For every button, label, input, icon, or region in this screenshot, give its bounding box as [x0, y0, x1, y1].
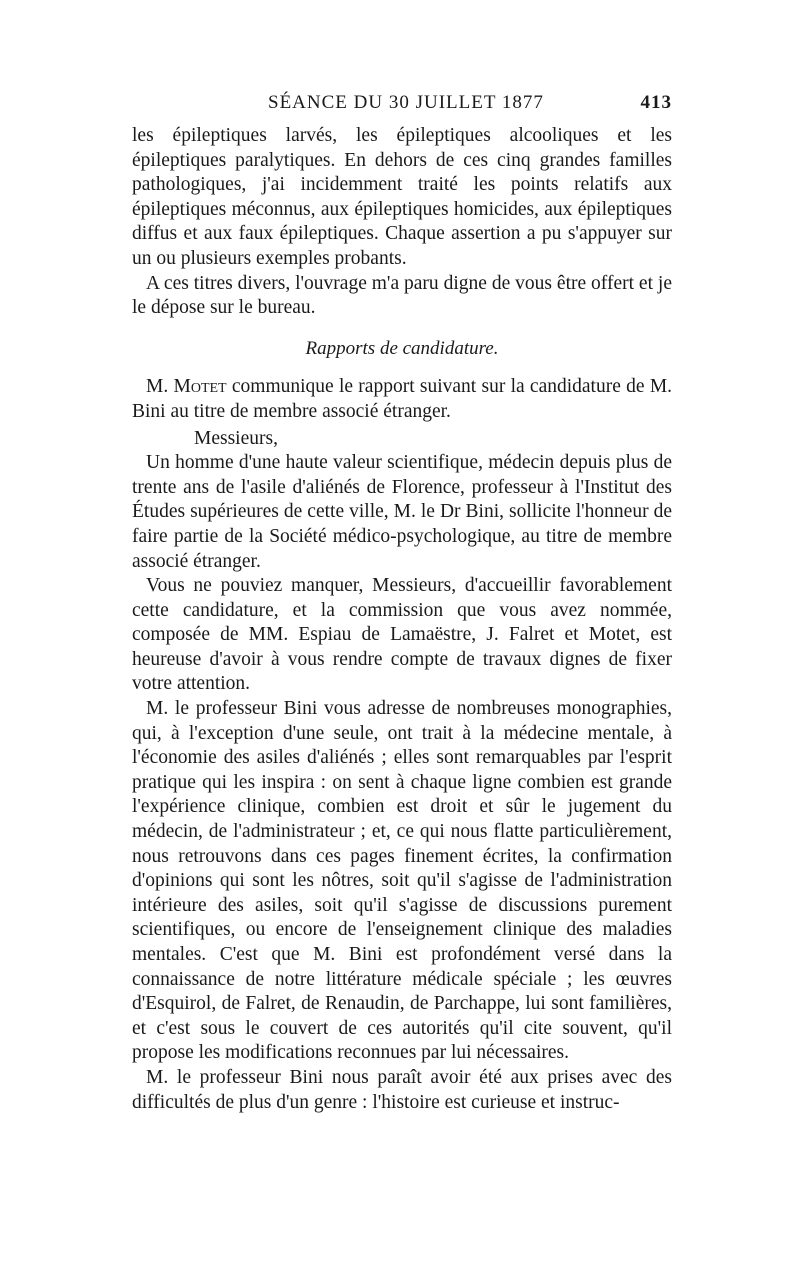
- paragraph-ouvrage: A ces titres divers, l'ouvrage m'a paru digne de vous être offert et je le dépose sur le bureau.: [132, 272, 672, 319]
- paragraph-commission: Vous ne pouviez manquer, Messieurs, d'accueillir favorablement cette candidature, et la commission que vous avez nommée, composée de MM. Espiau de Lamaëstre, J. Falret et Motet, est heureuse d'avoir à vous rendre compte de travaux dignes de fixer votre attention.: [132, 575, 672, 695]
- paragraph-monographies: M. le professeur Bini vous adresse de nombreuses monographies, qui, à l'exception d'une seule, ont trait à la médecine mentale, à l'économie des asiles d'aliénés ; elles sont remarquables par l'esprit pratique qui les inspira : on sent à chaque ligne combien est grande l'expérience clinique, combien est droit et sûr le jugement du médecin, de l'administrateur ; et, ce qui nous flatte particulièrement, nous retrouvons dans ces pages finement écrites, la confirmation d'opinions qui sont les nôtres, soit qu'il s'agisse de l'administration intérieure des asiles, soit qu'il s'agisse de discussions purement scientifiques, ou encore de l'enseignement clinique des maladies mentales. C'est que M. Bini est profondément versé dans la connaissance de notre littérature médicale spéciale ; les œuvres d'Esquirol, de Falret, de Renaudin, de Parchappe, lui sont familières, et c'est sous le couvert de ces autorités qu'il cite souvent, qu'il propose les modifications reconnues par lui nécessaires.: [132, 698, 672, 1064]
- reporter-name: Motet: [173, 376, 227, 398]
- paragraph-bini-intro: Un homme d'une haute valeur scientifique, médecin depuis plus de trente ans de l'asile d'aliénés de Florence, professeur à l'Institut des Études supérieures de cette ville, M. le Dr Bini, sollicite l'honneur de faire partie de la Société médico-psychologique, au titre de membre associé étranger.: [132, 452, 672, 572]
- paragraph-difficultes: M. le professeur Bini nous paraît avoir été aux prises avec des difficultés de plus d'un genre : l'histoire est curieuse et instruc-: [132, 1066, 672, 1113]
- running-head: [132, 92, 672, 124]
- salutation: Messieurs,: [194, 427, 278, 449]
- paragraph-motet-report: [132, 375, 672, 424]
- section-heading: Rapports de candidature.: [305, 337, 499, 359]
- monsieur-prefix: M.: [146, 376, 169, 398]
- paragraph-epileptiques: les épileptiques larvés, les épileptiques alcooliques et les épileptiques paralytiques. En dehors de ces cinq grandes familles pathologiques, j'ai incidemment traité les points relatifs aux épileptiques méconnus, aux épileptiques homicides, aux épileptiques diffus et aux faux épileptiques. Chaque assertion a pu s'appuyer sur un ou plusieurs exemples probants.: [132, 125, 672, 269]
- book-page: [132, 92, 672, 1115]
- report-intro: communique le rapport suivant sur la candidature de M. Bini au titre de membre associé étranger.: [132, 376, 673, 422]
- page-number: 413: [640, 92, 672, 113]
- running-title: SÉANCE DU 30 JUILLET 1877: [268, 92, 544, 113]
- body-text: [132, 124, 672, 1115]
